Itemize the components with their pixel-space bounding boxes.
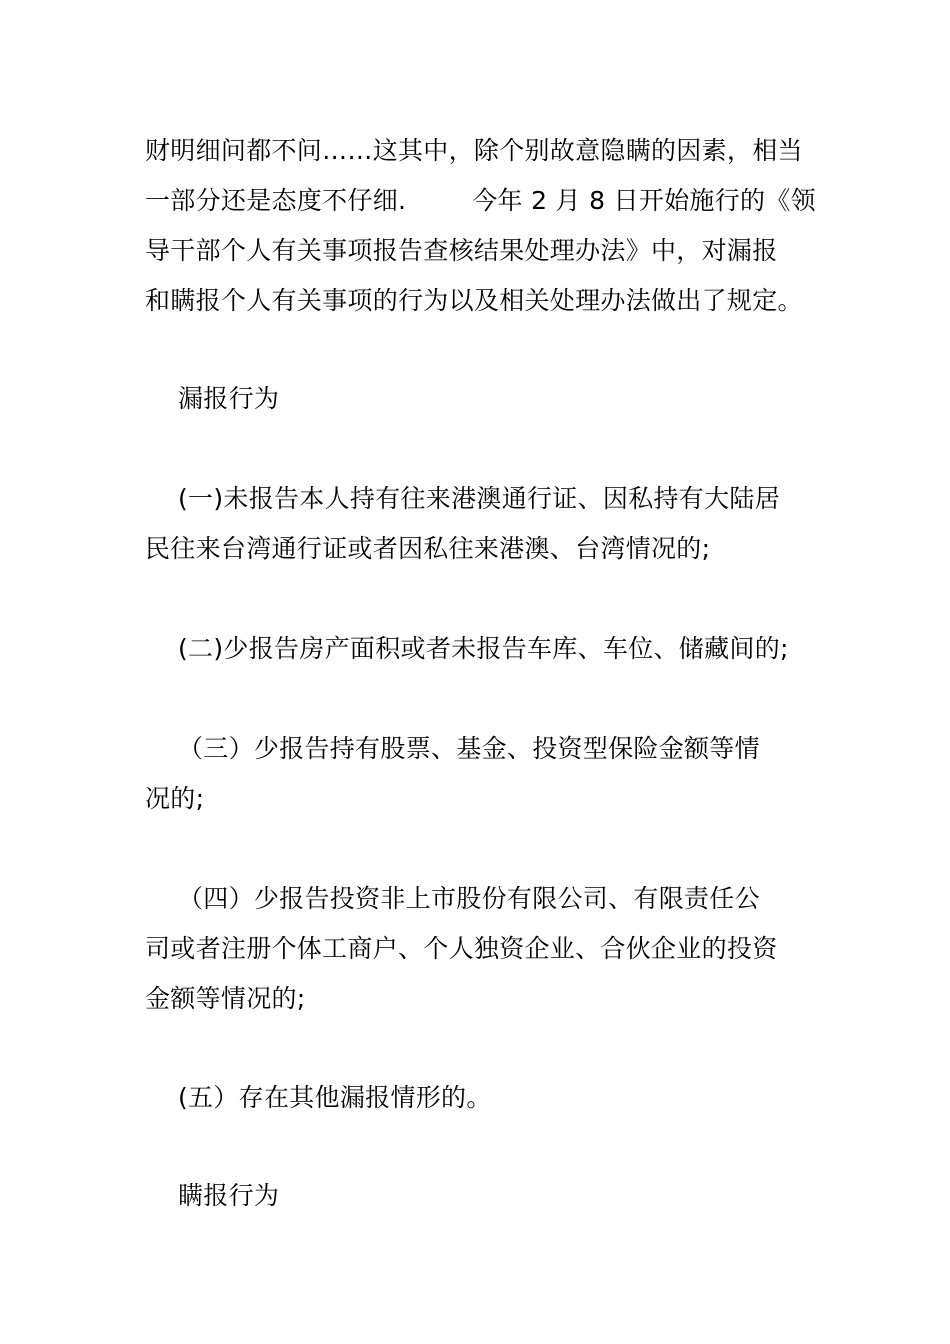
section-heading: 漏报行为 — [145, 384, 280, 413]
section-heading: 瞒报行为 — [145, 1181, 280, 1210]
list-item-line: （四）少报告投资非上市股份有限公司、有限责任公 — [145, 884, 760, 913]
list-item-line: 司或者注册个体工商户、个人独资企业、合伙企业的投资 — [145, 934, 778, 963]
list-item-line: (二)少报告房产面积或者未报告车库、车位、储藏间的; — [145, 634, 789, 663]
list-item-line: 金额等情况的; — [145, 984, 306, 1013]
list-item-line: 况的; — [145, 784, 205, 813]
list-item-line: (五）存在其他漏报情形的。 — [145, 1083, 492, 1112]
list-item-line: (一)未报告本人持有往来港澳通行证、因私持有大陆居 — [145, 484, 780, 513]
body-text-line: 一部分还是态度不仔细. 今年 2 月 8 日开始施行的《领 — [145, 186, 816, 215]
body-text-line: 和瞒报个人有关事项的行为以及相关处理办法做出了规定。 — [145, 286, 803, 315]
list-item-line: （三）少报告持有股票、基金、投资型保险金额等情 — [145, 734, 760, 763]
body-text-line: 导干部个人有关事项报告查核结果处理办法》中，对漏报 — [145, 236, 778, 265]
body-text-line: 财明细问都不问……这其中，除个别故意隐瞒的因素，相当 — [145, 136, 803, 165]
list-item-line: 民往来台湾通行证或者因私往来港澳、台湾情况的; — [145, 534, 711, 563]
